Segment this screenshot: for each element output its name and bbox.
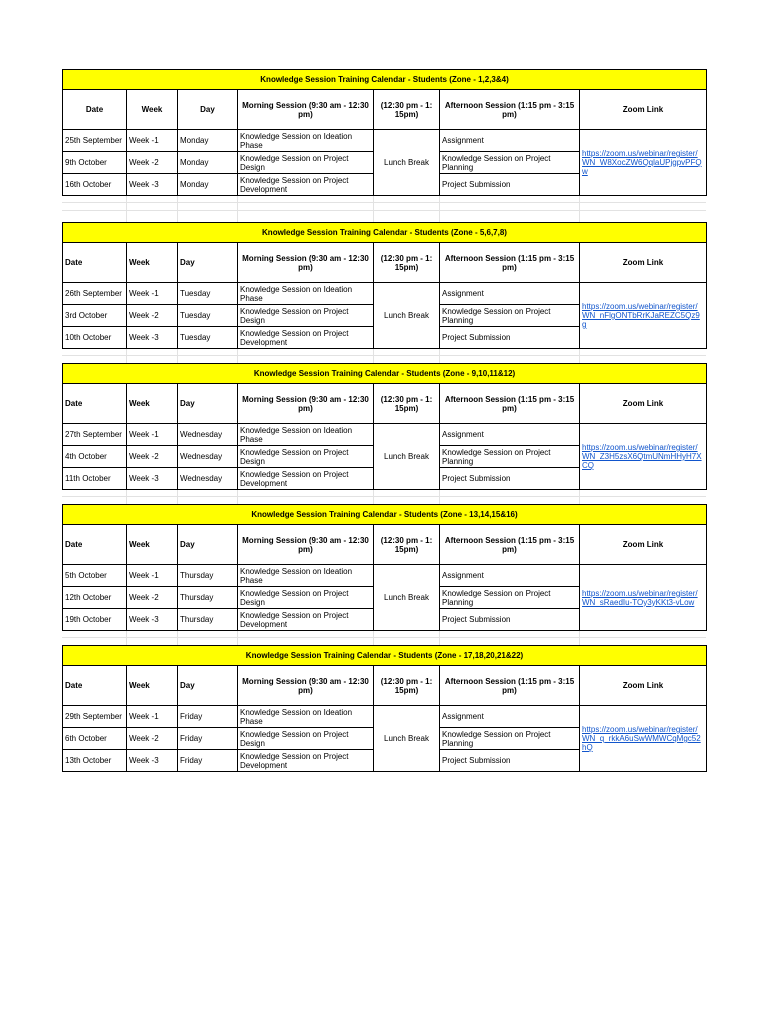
calendar-title: Knowledge Session Training Calendar - Students (Zone - 1,2,3&4) (63, 70, 707, 90)
session-day: Wednesday (178, 446, 238, 468)
lunch-break: Lunch Break (374, 565, 440, 631)
header-date: Date (63, 666, 127, 706)
afternoon-session: Project Submission (440, 174, 580, 196)
training-calendar-sheet (62, 69, 706, 772)
header-zoom-link: Zoom Link (580, 384, 707, 424)
sheet-gridlines (62, 349, 706, 363)
afternoon-session: Knowledge Session on Project Planning (440, 728, 580, 750)
session-day: Friday (178, 750, 238, 772)
session-date: 5th October (63, 565, 127, 587)
session-week: Week -1 (127, 565, 178, 587)
session-day: Monday (178, 174, 238, 196)
session-date: 13th October (63, 750, 127, 772)
calendar-table (62, 69, 707, 196)
morning-session: Knowledge Session on Project Development (238, 750, 374, 772)
session-date: 12th October (63, 587, 127, 609)
afternoon-session: Project Submission (440, 750, 580, 772)
session-day: Thursday (178, 587, 238, 609)
session-day: Wednesday (178, 424, 238, 446)
afternoon-session: Assignment (440, 283, 580, 305)
morning-session: Knowledge Session on Project Development (238, 609, 374, 631)
morning-session: Knowledge Session on Project Design (238, 305, 374, 327)
header-lunch-session: (12:30 pm - 1: 15pm) (374, 666, 440, 706)
morning-session: Knowledge Session on Project Design (238, 446, 374, 468)
header-zoom-link: Zoom Link (580, 666, 707, 706)
session-week: Week -3 (127, 468, 178, 490)
calendar-title: Knowledge Session Training Calendar - Students (Zone - 9,10,11&12) (63, 364, 707, 384)
session-week: Week -1 (127, 424, 178, 446)
session-week: Week -1 (127, 130, 178, 152)
morning-session: Knowledge Session on Ideation Phase (238, 283, 374, 305)
zoom-link[interactable]: https://zoom.us/webinar/register/WN_nFlgONTbRrKJaREZC5Qz9g (582, 302, 700, 329)
session-day: Tuesday (178, 283, 238, 305)
session-day: Friday (178, 728, 238, 750)
session-row (63, 283, 707, 305)
session-week: Week -2 (127, 446, 178, 468)
session-date: 19th October (63, 609, 127, 631)
zoom-link[interactable]: https://zoom.us/webinar/register/WN_Z3H5zsX6QtmUNmHHyH7XCQ (582, 443, 702, 470)
header-day: Day (178, 384, 238, 424)
session-week: Week -2 (127, 728, 178, 750)
header-zoom-link: Zoom Link (580, 90, 707, 130)
session-row (63, 424, 707, 446)
session-day: Thursday (178, 565, 238, 587)
afternoon-session: Project Submission (440, 609, 580, 631)
calendar-table (62, 504, 707, 631)
calendar-table (62, 363, 707, 490)
zoom-link[interactable]: https://zoom.us/webinar/register/WN_W8XocZW6QqlaUPjgpvPFQw (582, 149, 702, 176)
header-day: Day (178, 666, 238, 706)
header-morning-session: Morning Session (9:30 am - 12:30 pm) (238, 243, 374, 283)
morning-session: Knowledge Session on Project Development (238, 174, 374, 196)
header-morning-session: Morning Session (9:30 am - 12:30 pm) (238, 666, 374, 706)
morning-session: Knowledge Session on Project Development (238, 468, 374, 490)
header-date: Date (63, 525, 127, 565)
header-date: Date (63, 90, 127, 130)
session-day: Thursday (178, 609, 238, 631)
header-lunch-session: (12:30 pm - 1: 15pm) (374, 525, 440, 565)
session-week: Week -1 (127, 706, 178, 728)
afternoon-session: Knowledge Session on Project Planning (440, 446, 580, 468)
header-afternoon-session: Afternoon Session (1:15 pm - 3:15 pm) (440, 384, 580, 424)
header-week: Week (127, 666, 178, 706)
zoom-link-cell (580, 565, 707, 631)
session-date: 10th October (63, 327, 127, 349)
morning-session: Knowledge Session on Ideation Phase (238, 130, 374, 152)
afternoon-session: Project Submission (440, 468, 580, 490)
session-week: Week -3 (127, 174, 178, 196)
session-week: Week -2 (127, 152, 178, 174)
header-day: Day (178, 525, 238, 565)
session-day: Monday (178, 152, 238, 174)
header-lunch-session: (12:30 pm - 1: 15pm) (374, 243, 440, 283)
zoom-link-cell (580, 706, 707, 772)
calendar-table (62, 645, 707, 772)
morning-session: Knowledge Session on Ideation Phase (238, 706, 374, 728)
sheet-gridlines (62, 490, 706, 504)
header-afternoon-session: Afternoon Session (1:15 pm - 3:15 pm) (440, 243, 580, 283)
session-date: 16th October (63, 174, 127, 196)
header-week: Week (127, 243, 178, 283)
sheet-gridlines (62, 631, 706, 645)
zoom-link-cell (580, 424, 707, 490)
morning-session: Knowledge Session on Project Design (238, 587, 374, 609)
afternoon-session: Assignment (440, 565, 580, 587)
header-lunch-session: (12:30 pm - 1: 15pm) (374, 90, 440, 130)
session-week: Week -2 (127, 305, 178, 327)
header-week: Week (127, 384, 178, 424)
afternoon-session: Assignment (440, 706, 580, 728)
header-zoom-link: Zoom Link (580, 525, 707, 565)
session-week: Week -2 (127, 587, 178, 609)
header-day: Day (178, 243, 238, 283)
header-morning-session: Morning Session (9:30 am - 12:30 pm) (238, 90, 374, 130)
lunch-break: Lunch Break (374, 424, 440, 490)
header-date: Date (63, 384, 127, 424)
session-date: 9th October (63, 152, 127, 174)
morning-session: Knowledge Session on Ideation Phase (238, 565, 374, 587)
zoom-link-cell (580, 283, 707, 349)
session-date: 27th September (63, 424, 127, 446)
morning-session: Knowledge Session on Project Design (238, 152, 374, 174)
session-day: Friday (178, 706, 238, 728)
session-day: Tuesday (178, 327, 238, 349)
session-day: Tuesday (178, 305, 238, 327)
session-date: 4th October (63, 446, 127, 468)
header-afternoon-session: Afternoon Session (1:15 pm - 3:15 pm) (440, 666, 580, 706)
afternoon-session: Assignment (440, 424, 580, 446)
session-row (63, 565, 707, 587)
session-day: Wednesday (178, 468, 238, 490)
session-week: Week -3 (127, 327, 178, 349)
session-week: Week -3 (127, 750, 178, 772)
lunch-break: Lunch Break (374, 130, 440, 196)
header-afternoon-session: Afternoon Session (1:15 pm - 3:15 pm) (440, 90, 580, 130)
session-week: Week -1 (127, 283, 178, 305)
session-date: 26th September (63, 283, 127, 305)
calendar-table (62, 222, 707, 349)
calendar-title: Knowledge Session Training Calendar - Students (Zone - 13,14,15&16) (63, 505, 707, 525)
calendar-title: Knowledge Session Training Calendar - Students (Zone - 17,18,20,21&22) (63, 646, 707, 666)
zoom-link[interactable]: https://zoom.us/webinar/register/WN_q_rkkA6uSwWMWCqMgc52hQ (582, 725, 701, 752)
header-morning-session: Morning Session (9:30 am - 12:30 pm) (238, 384, 374, 424)
session-date: 11th October (63, 468, 127, 490)
header-morning-session: Morning Session (9:30 am - 12:30 pm) (238, 525, 374, 565)
session-row (63, 130, 707, 152)
session-date: 3rd October (63, 305, 127, 327)
zoom-link[interactable]: https://zoom.us/webinar/register/WN_sRaedIu-TOy3yKKt3-vLow (582, 588, 698, 607)
afternoon-session: Project Submission (440, 327, 580, 349)
lunch-break: Lunch Break (374, 283, 440, 349)
header-date: Date (63, 243, 127, 283)
header-week: Week (127, 90, 178, 130)
afternoon-session: Knowledge Session on Project Planning (440, 587, 580, 609)
zoom-link-cell (580, 130, 707, 196)
afternoon-session: Assignment (440, 130, 580, 152)
sheet-gridlines (62, 196, 706, 222)
afternoon-session: Knowledge Session on Project Planning (440, 305, 580, 327)
morning-session: Knowledge Session on Ideation Phase (238, 424, 374, 446)
session-date: 29th September (63, 706, 127, 728)
header-day: Day (178, 90, 238, 130)
calendar-title: Knowledge Session Training Calendar - Students (Zone - 5,6,7,8) (63, 223, 707, 243)
header-lunch-session: (12:30 pm - 1: 15pm) (374, 384, 440, 424)
session-row (63, 706, 707, 728)
morning-session: Knowledge Session on Project Development (238, 327, 374, 349)
session-week: Week -3 (127, 609, 178, 631)
header-week: Week (127, 525, 178, 565)
session-date: 6th October (63, 728, 127, 750)
header-afternoon-session: Afternoon Session (1:15 pm - 3:15 pm) (440, 525, 580, 565)
afternoon-session: Knowledge Session on Project Planning (440, 152, 580, 174)
session-date: 25th September (63, 130, 127, 152)
session-day: Monday (178, 130, 238, 152)
morning-session: Knowledge Session on Project Design (238, 728, 374, 750)
header-zoom-link: Zoom Link (580, 243, 707, 283)
lunch-break: Lunch Break (374, 706, 440, 772)
